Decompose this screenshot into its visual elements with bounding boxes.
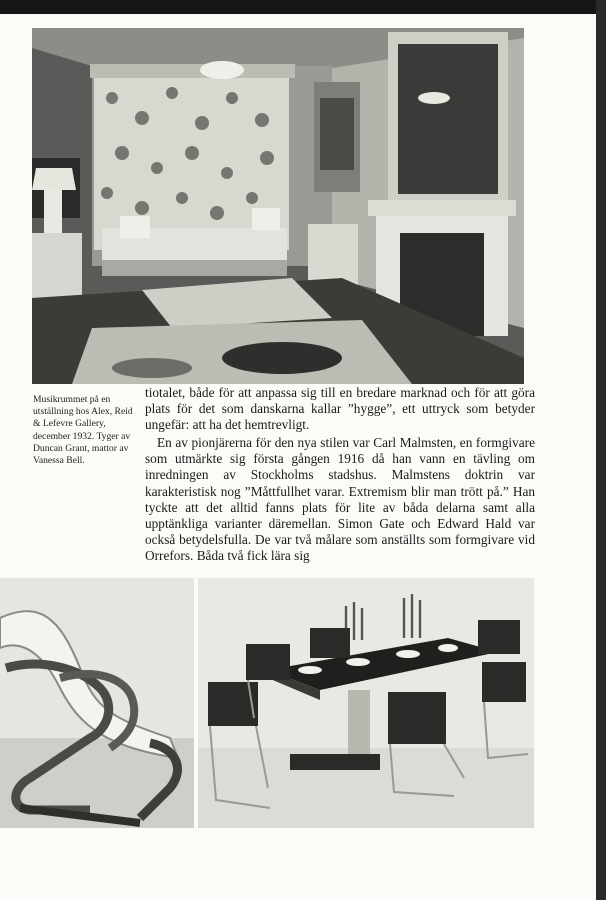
page-top-shadow [0,0,606,14]
article-body [145,385,535,564]
dining-set-illustration [198,578,534,828]
body-paragraph: En av pionjärerna för den nya stilen var Carl Malmsten, en formgivare som utmärkte sig första gången 1916 då han vann en tävling om inredningen av Stockholms stadshus. Malmstens doktrin var karakteristisk nog ”Måttfullhet varar. Extremism blir man trött på.” Han tyckte att det alltid fanns plats för lite av båda delarna samt alla upptänkliga varianter däremellan. Simon Gate och Edward Hald var också betydelsfulla. De var två målare som anställts som formgivare vid Orrefors. Båda två fick lära sig [145,435,535,563]
music-room-photo [32,28,524,384]
book-binding-edge [596,0,606,900]
dining-set-photo [198,578,534,828]
body-paragraph: tiotalet, både för att anpassa sig till en bredare marknad och för att göra plats för det som danskarna kallar ”hygge”, ett uttryck som betyder ungefär: att ha det hemtrevligt. [145,385,535,433]
photo-caption: Musikrummet på en utställning hos Alex, Reid & Lefevre Gallery, december 1932. Tyger av Duncan Grant, mattor av Vanessa Bell. [33,394,133,467]
music-room-illustration [32,28,524,384]
bentwood-chair-illustration [0,578,194,828]
bentwood-chair-photo [0,578,194,828]
